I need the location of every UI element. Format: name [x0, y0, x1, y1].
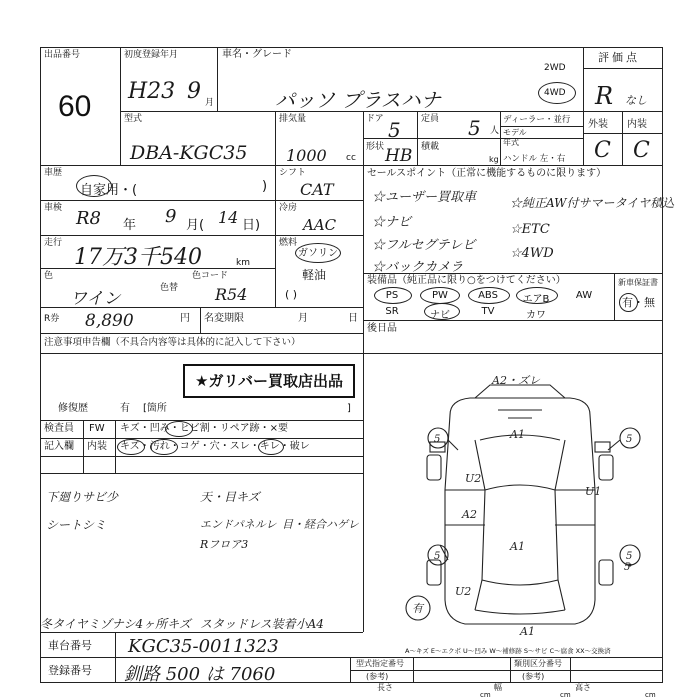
mileage-unit: km: [236, 258, 250, 268]
recycle-label: R券: [44, 314, 60, 324]
equip-leather: カワ: [526, 310, 546, 321]
sales-item: ☆ETC: [510, 222, 550, 237]
diagram-mark: A1: [510, 428, 525, 441]
repair-close: ]: [347, 403, 351, 414]
inspector-note: エンドパネルレ: [200, 518, 277, 531]
recycle-value: 8,890: [85, 311, 134, 331]
equip-airbag: エアB: [522, 294, 550, 305]
fuel-value2: 軽油: [302, 268, 327, 282]
inspector-note: 天・目キズ: [200, 490, 260, 504]
drive-4wd: 4WD: [544, 88, 566, 98]
diagram-mark: U2: [455, 585, 472, 598]
first-reg-month: 9: [187, 79, 201, 104]
history-circle: [76, 175, 112, 197]
equipment-title: 装備品（純正品に限り○をつけてください）: [367, 275, 566, 286]
class-sub: (参考): [522, 672, 545, 681]
warranty-value: 有・無: [622, 296, 655, 309]
handle-label: ハンドル 左・右: [503, 154, 566, 164]
sales-title: セールスポイント（正常に機能するものに限ります）: [367, 168, 607, 179]
equip-pw: PW: [432, 290, 448, 301]
inspector-circle: [165, 421, 193, 437]
door-label: ドア: [366, 114, 384, 124]
name-change-label: 名変期限: [204, 313, 244, 324]
reg-value: 釧路 500 は 7060: [124, 664, 276, 685]
car-diagram: [380, 370, 662, 660]
grade-note: なし: [625, 94, 647, 107]
grade-label: 評価点: [598, 51, 640, 64]
insp-year-unit: 年: [123, 218, 137, 233]
inspector-label2: 記入欄: [44, 441, 74, 452]
diagram-mark: A2・ズレ: [492, 374, 540, 387]
diagram-mark: U1: [585, 485, 602, 498]
shift-label: シフト: [279, 168, 307, 178]
color-value: ワイン: [70, 289, 121, 309]
equip-sr: SR: [385, 306, 399, 317]
len-label: 長さ: [377, 683, 393, 692]
history-close: ): [262, 179, 268, 194]
inspector-note: 下廻りサビ少: [46, 490, 119, 504]
svg-text:5: 5: [626, 434, 633, 445]
lot-label: 出品番号: [44, 50, 81, 60]
int-value: C: [633, 138, 650, 163]
int-label: 内装: [627, 119, 647, 130]
diagram-mark: A1: [510, 540, 525, 553]
recycle-unit: 円: [180, 313, 190, 324]
insp-day-unit: 日): [242, 218, 261, 233]
abs-circle: [468, 287, 510, 304]
inspector-fw: FW: [89, 423, 105, 434]
door-value: 5: [388, 118, 401, 142]
disp-value: 1000: [286, 146, 327, 165]
diagram-legend: A～キズ E～エクボ U～凹み W～補修跡 S～サビ C～腐食 XX～交換済: [405, 647, 611, 655]
seat-unit: 人: [490, 126, 500, 136]
airbag-circle: [516, 287, 558, 304]
svg-text:5: 5: [434, 551, 441, 562]
insp-month: 9: [165, 206, 177, 227]
equip-tv: TV: [481, 306, 495, 317]
color-code-label: 色コード: [192, 271, 229, 281]
warranty-label: 新車保証書: [618, 278, 658, 287]
pw-circle: [420, 287, 460, 304]
reg-label: 登録番号: [48, 664, 92, 677]
first-reg-label: 初度登録年月: [124, 50, 179, 60]
svg-text:5: 5: [626, 551, 633, 562]
shift-value: CAT: [300, 180, 334, 199]
color-code-value: R54: [215, 285, 248, 304]
shape-label: 形状: [366, 142, 385, 152]
color-change-label: 色替: [160, 283, 179, 293]
chassis-value: KGC35-0011323: [128, 636, 279, 657]
equip-abs: ABS: [478, 290, 498, 301]
grade-value: R: [595, 82, 614, 110]
insp-year: R8: [76, 208, 102, 229]
form-label: 型式指定番号: [356, 659, 404, 668]
seat-value: 5: [468, 116, 481, 140]
disp-label: 排気量: [279, 114, 307, 124]
color-label: 色: [44, 271, 54, 281]
dealer-label: ディーラー・並行: [503, 115, 571, 125]
later-label: 後日品: [367, 323, 397, 334]
fuel-value: ガソリン: [298, 248, 338, 259]
diagram-mark: A1: [520, 625, 535, 638]
ext-label: 外装: [588, 119, 608, 130]
insp-day: 14: [218, 208, 239, 227]
diagram-mark: 有: [412, 602, 423, 615]
class-label: 類別区分番号: [514, 659, 562, 668]
repair-place: [箇所: [143, 403, 167, 414]
inspector-note: Rフロア3: [200, 538, 249, 551]
ac-label: 冷房: [279, 203, 298, 213]
model-value: DBA-KGC35: [130, 142, 248, 164]
drive-2wd: 2WD: [544, 63, 566, 73]
fuel-paren: ( ): [285, 288, 298, 301]
repair-label: 修復歴: [58, 403, 88, 414]
cm-unit: cm: [645, 691, 656, 699]
name-change-month: 月: [298, 313, 308, 324]
history-value: 自家用・(: [80, 183, 138, 198]
disp-unit: cc: [346, 153, 356, 163]
sales-item: ☆ユーザー買取車: [372, 190, 477, 205]
first-reg-month-unit: 月: [205, 98, 215, 108]
inspector-note: スタッドレス装着小A4: [200, 617, 324, 631]
diagram-mark: A2: [462, 508, 477, 521]
ps-circle: [374, 287, 412, 304]
mileage-value: 17万3千540: [74, 245, 202, 270]
diagram-mark: U2: [465, 472, 482, 485]
warranty-circle: [619, 293, 638, 312]
name-change-day: 日: [348, 313, 358, 324]
equipment-row2: [370, 306, 610, 320]
model-year-label: モデル: [503, 128, 527, 137]
form-sub: (参考): [366, 672, 389, 681]
insp-month-unit: 月(: [186, 218, 205, 233]
inspector-circle: [150, 439, 178, 455]
model-label: 型式: [124, 114, 143, 124]
gulliver-stamp: ★ガリバー買取店出品: [183, 364, 355, 398]
width-label: 幅: [494, 683, 502, 692]
ac-value: AAC: [303, 216, 337, 234]
cm-unit: cm: [480, 691, 491, 699]
lot-number: 60: [58, 90, 92, 123]
seat-label: 定員: [421, 114, 440, 124]
chassis-label: 車台番号: [48, 639, 92, 652]
ext-value: C: [594, 138, 611, 163]
repair-value: 有: [120, 403, 130, 414]
inspector-circle: [117, 439, 145, 455]
cm-unit: cm: [560, 691, 571, 699]
car-name-value: パッソ プラスハナ: [275, 88, 441, 112]
navi-circle: [424, 303, 460, 320]
fuel-label: 燃料: [279, 238, 298, 248]
svg-text:5: 5: [624, 562, 631, 573]
inspector-nai-items: キズ・汚れ・コゲ・穴・スレ・キレ・破レ: [120, 441, 310, 452]
svg-text:5: 5: [434, 434, 441, 445]
car-name-label: 車名・グレード: [222, 49, 292, 60]
shape-value: HB: [385, 146, 413, 166]
mileage-label: 走行: [44, 238, 63, 248]
inspection-label: 車検: [44, 203, 63, 213]
inspector-note: 目・経合ハゲレ: [282, 518, 359, 531]
equip-aw: AW: [575, 290, 593, 301]
inspector-note: シートシミ: [46, 518, 107, 532]
inspector-circle: [258, 439, 284, 455]
history-label: 車歴: [44, 168, 63, 178]
inspector-nai: 内装: [87, 441, 107, 452]
sales-item: ☆ナビ: [372, 215, 412, 230]
inspector-label1: 検査員: [44, 423, 74, 434]
height-label: 高さ: [575, 683, 591, 692]
sales-item: ☆4WD: [510, 246, 554, 261]
load-unit: kg: [489, 155, 499, 164]
inspector-fw-items: キズ・凹み・ヒビ割・リペア跡・×要: [120, 423, 288, 434]
model-year-label2: 年式: [503, 138, 519, 147]
load-label: 積載: [421, 142, 440, 152]
equip-ps: PS: [385, 290, 399, 301]
sales-item: ☆バックカメラ: [372, 260, 464, 275]
sales-item: ☆フルセグテレビ: [372, 238, 476, 253]
notes-label: 注意事項申告欄（不具合内容等は具体的に記入して下さい）: [44, 337, 301, 348]
sales-item: ☆純正AW付サマータイヤ積込: [510, 196, 675, 210]
inspector-note: 冬タイヤミゾナシ4ヶ所キズ: [40, 617, 191, 631]
first-reg-era: H23: [128, 79, 176, 104]
equip-navi: ナビ: [430, 310, 450, 321]
